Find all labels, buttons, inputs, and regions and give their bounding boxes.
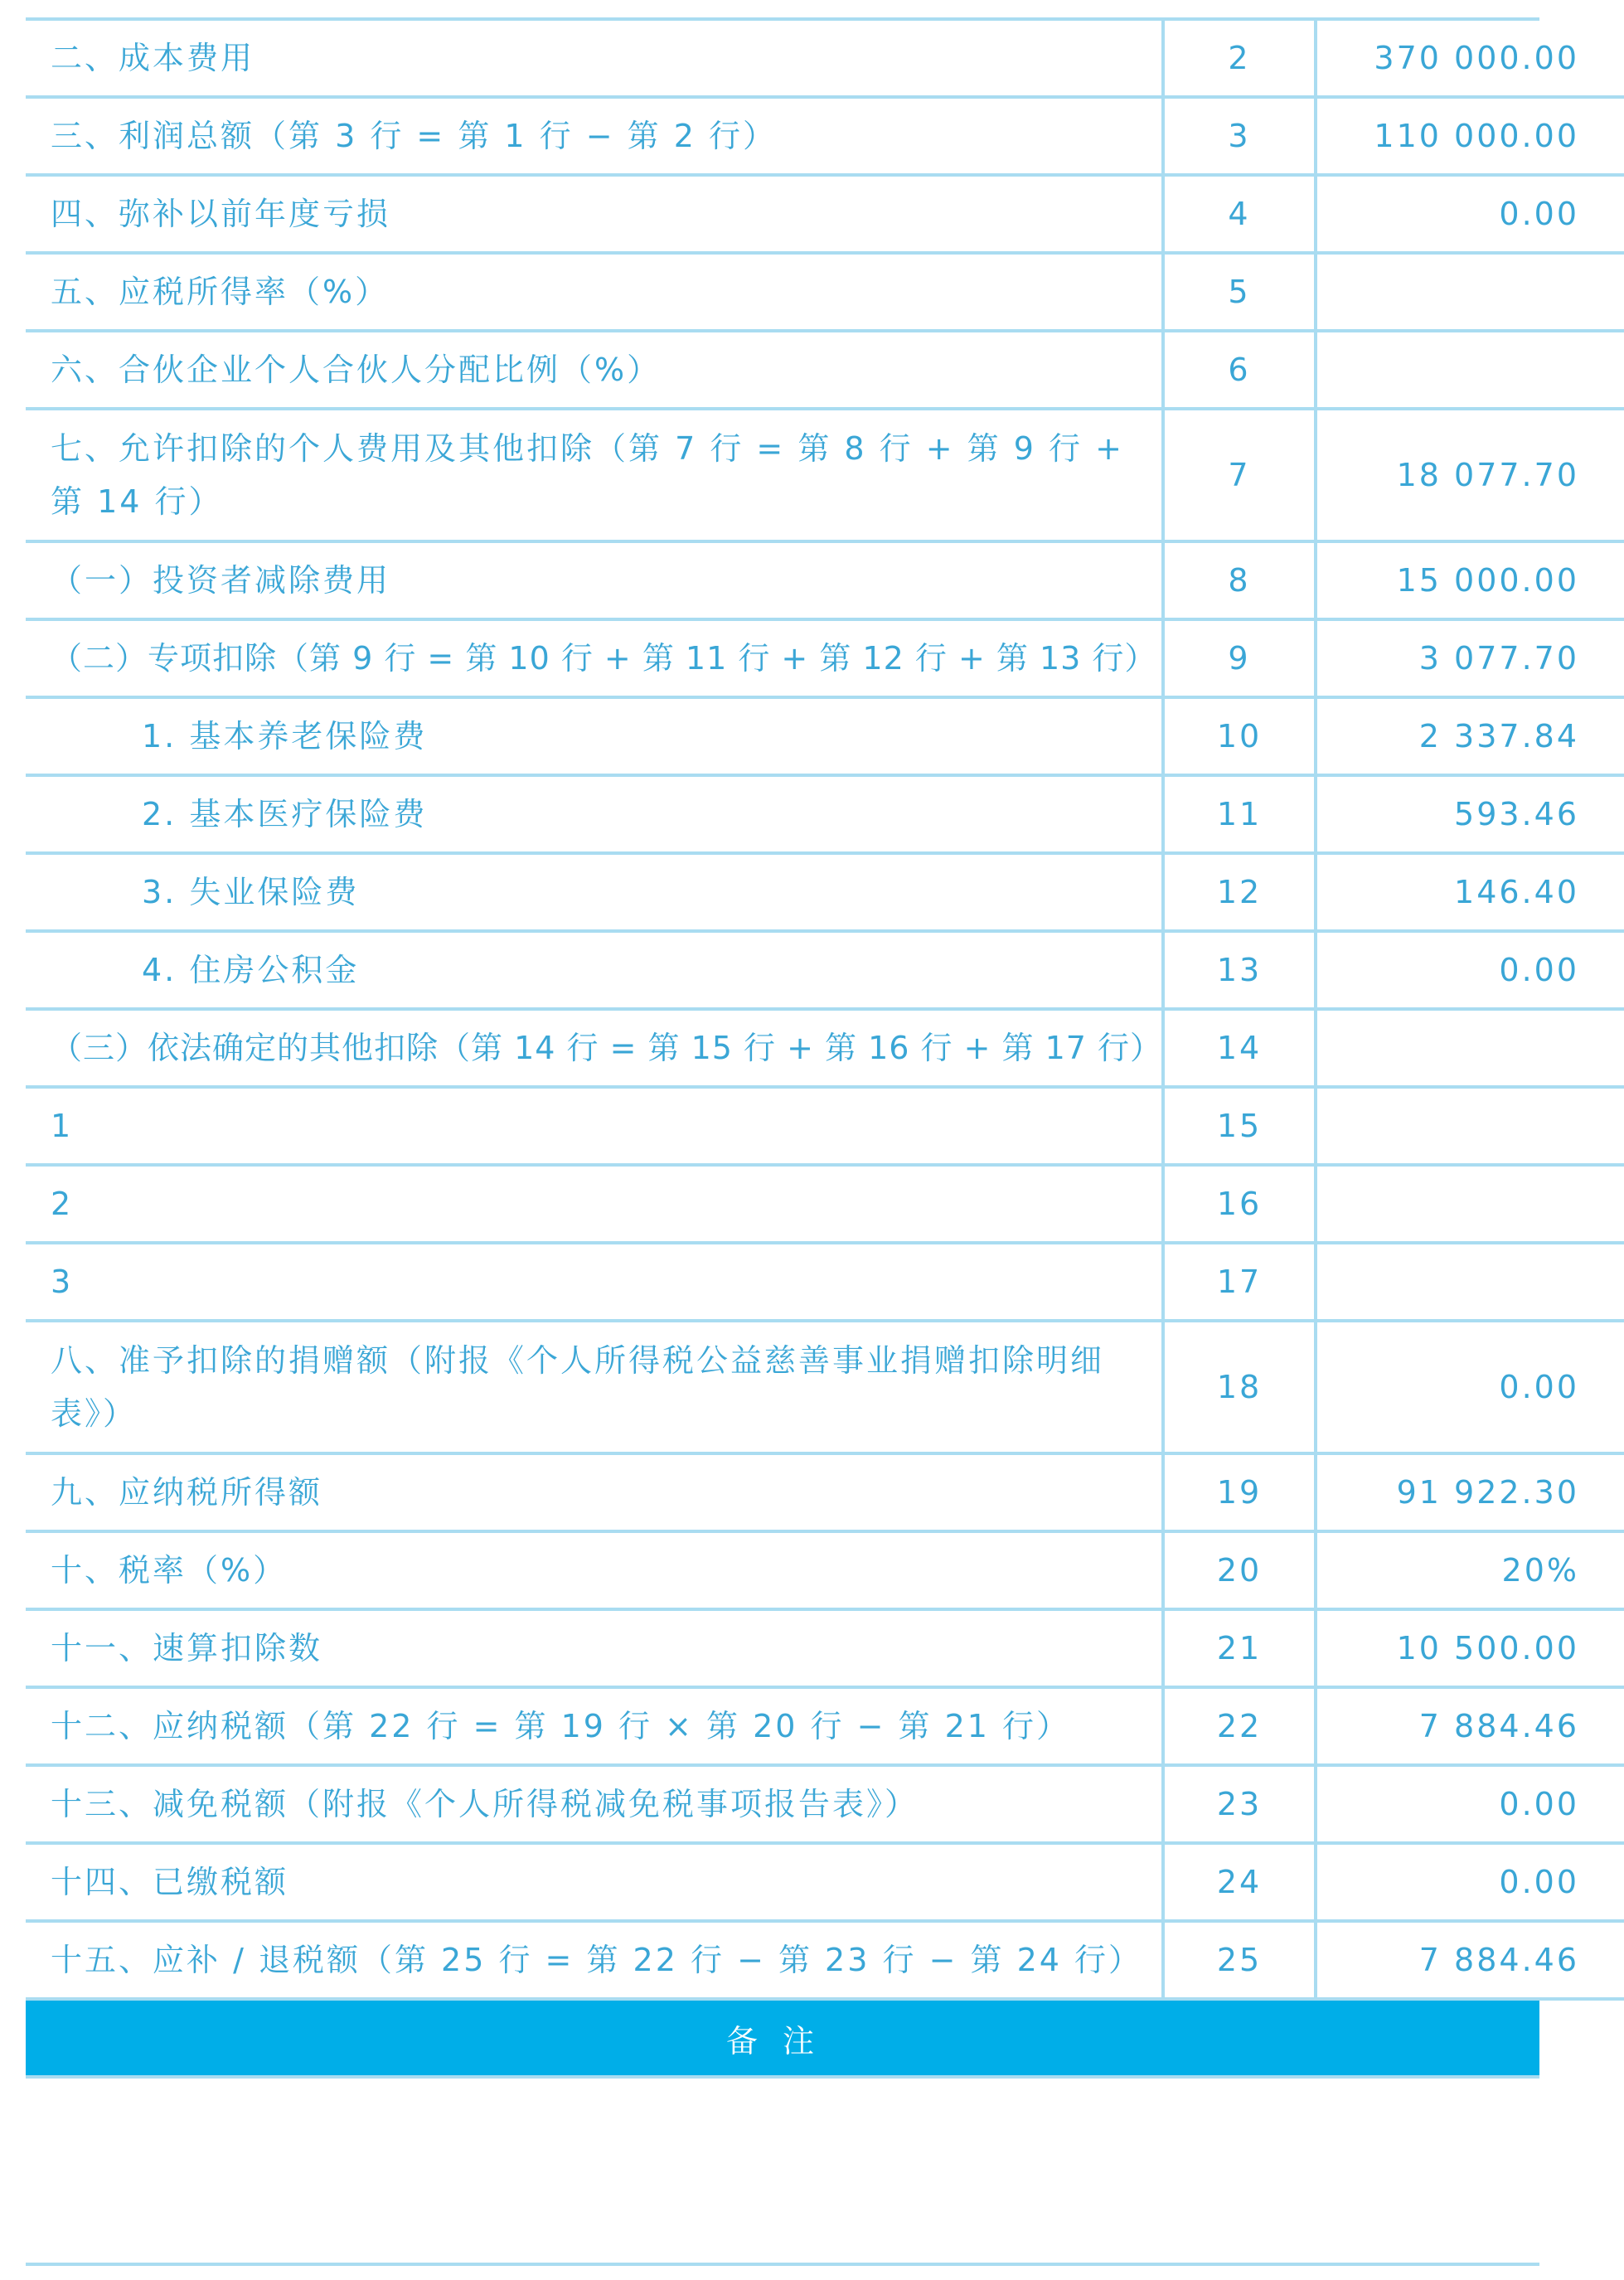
row-item: 三、利润总额（第 3 行 = 第 1 行 − 第 2 行） bbox=[26, 97, 1163, 175]
row-amount bbox=[1316, 1165, 1624, 1243]
table-row bbox=[26, 1687, 1624, 1765]
row-number: 6 bbox=[1163, 331, 1316, 409]
table-row bbox=[26, 97, 1624, 175]
row-number: 21 bbox=[1163, 1609, 1316, 1687]
row-number: 23 bbox=[1163, 1765, 1316, 1843]
table-row bbox=[26, 21, 1624, 97]
row-amount: 2 337.84 bbox=[1316, 697, 1624, 775]
bottom-rule bbox=[26, 2263, 1539, 2266]
table-row bbox=[26, 175, 1624, 253]
row-item: 十四、已缴税额 bbox=[26, 1843, 1163, 1921]
table-row bbox=[26, 253, 1624, 331]
row-amount: 3 077.70 bbox=[1316, 619, 1624, 697]
row-amount: 7 884.46 bbox=[1316, 1921, 1624, 1999]
row-number: 20 bbox=[1163, 1531, 1316, 1609]
table-row bbox=[26, 1453, 1624, 1531]
row-item: 十二、应纳税额（第 22 行 = 第 19 行 × 第 20 行 − 第 21 行） bbox=[26, 1687, 1163, 1765]
row-item: 4. 住房公积金 bbox=[26, 931, 1163, 1009]
row-item: 六、合伙企业个人合伙人分配比例（%） bbox=[26, 331, 1163, 409]
row-amount: 593.46 bbox=[1316, 775, 1624, 853]
table-row bbox=[26, 1765, 1624, 1843]
row-amount: 20% bbox=[1316, 1531, 1624, 1609]
row-item: 二、成本费用 bbox=[26, 21, 1163, 97]
table-row bbox=[26, 409, 1624, 541]
row-item: （三）依法确定的其他扣除（第 14 行 = 第 15 行 + 第 16 行 + 第 17 行） bbox=[26, 1009, 1163, 1087]
row-amount: 0.00 bbox=[1316, 175, 1624, 253]
row-item: 2 bbox=[26, 1165, 1163, 1243]
row-amount: 370 000.00 bbox=[1316, 21, 1624, 97]
table-row bbox=[26, 1243, 1624, 1321]
row-item: 3 bbox=[26, 1243, 1163, 1321]
row-amount: 146.40 bbox=[1316, 853, 1624, 931]
row-item: 2. 基本医疗保险费 bbox=[26, 775, 1163, 853]
row-amount bbox=[1316, 1009, 1624, 1087]
row-number: 5 bbox=[1163, 253, 1316, 331]
row-number: 13 bbox=[1163, 931, 1316, 1009]
row-number: 8 bbox=[1163, 541, 1316, 619]
table-row bbox=[26, 541, 1624, 619]
table-row bbox=[26, 1321, 1624, 1453]
table-row bbox=[26, 1087, 1624, 1165]
row-number: 19 bbox=[1163, 1453, 1316, 1531]
row-number: 4 bbox=[1163, 175, 1316, 253]
table-row bbox=[26, 1609, 1624, 1687]
row-number: 12 bbox=[1163, 853, 1316, 931]
row-number: 14 bbox=[1163, 1009, 1316, 1087]
row-item: （一）投资者减除费用 bbox=[26, 541, 1163, 619]
row-number: 2 bbox=[1163, 21, 1316, 97]
table-row bbox=[26, 1531, 1624, 1609]
row-item: 十五、应补 / 退税额（第 25 行 = 第 22 行 − 第 23 行 − 第 24 行） bbox=[26, 1921, 1163, 1999]
row-item: 3. 失业保险费 bbox=[26, 853, 1163, 931]
notes-label: 备注 bbox=[725, 2022, 839, 2059]
row-amount: 10 500.00 bbox=[1316, 1609, 1624, 1687]
table-row bbox=[26, 1843, 1624, 1921]
row-number: 9 bbox=[1163, 619, 1316, 697]
row-item: 十一、速算扣除数 bbox=[26, 1609, 1163, 1687]
row-number: 25 bbox=[1163, 1921, 1316, 1999]
notes-header bbox=[26, 2001, 1539, 2079]
row-item: 十三、减免税额（附报《个人所得税减免税事项报告表》） bbox=[26, 1765, 1163, 1843]
tax-return-table bbox=[26, 21, 1624, 2001]
table-row bbox=[26, 619, 1624, 697]
row-item: 七、允许扣除的个人费用及其他扣除（第 7 行 = 第 8 行 + 第 9 行 + 第 14 行） bbox=[26, 409, 1163, 541]
row-amount bbox=[1316, 1087, 1624, 1165]
row-amount: 18 077.70 bbox=[1316, 409, 1624, 541]
notes-area bbox=[26, 2079, 1539, 2263]
row-item: （二）专项扣除（第 9 行 = 第 10 行 + 第 11 行 + 第 12 行 + 第 13 行） bbox=[26, 619, 1163, 697]
row-amount: 0.00 bbox=[1316, 1843, 1624, 1921]
row-item: 四、弥补以前年度亏损 bbox=[26, 175, 1163, 253]
row-amount bbox=[1316, 253, 1624, 331]
row-amount: 0.00 bbox=[1316, 1321, 1624, 1453]
table-row bbox=[26, 931, 1624, 1009]
row-number: 17 bbox=[1163, 1243, 1316, 1321]
row-item: 五、应税所得率（%） bbox=[26, 253, 1163, 331]
table-row bbox=[26, 853, 1624, 931]
row-number: 22 bbox=[1163, 1687, 1316, 1765]
row-amount: 7 884.46 bbox=[1316, 1687, 1624, 1765]
table-row bbox=[26, 331, 1624, 409]
row-amount bbox=[1316, 1243, 1624, 1321]
row-number: 24 bbox=[1163, 1843, 1316, 1921]
table-row bbox=[26, 697, 1624, 775]
row-number: 11 bbox=[1163, 775, 1316, 853]
row-item: 十、税率（%） bbox=[26, 1531, 1163, 1609]
tax-form-page bbox=[26, 0, 1579, 2266]
row-amount bbox=[1316, 331, 1624, 409]
row-number: 16 bbox=[1163, 1165, 1316, 1243]
row-amount: 91 922.30 bbox=[1316, 1453, 1624, 1531]
row-number: 7 bbox=[1163, 409, 1316, 541]
row-number: 10 bbox=[1163, 697, 1316, 775]
table-row bbox=[26, 775, 1624, 853]
row-item: 1 bbox=[26, 1087, 1163, 1165]
row-number: 3 bbox=[1163, 97, 1316, 175]
row-item: 八、准予扣除的捐赠额（附报《个人所得税公益慈善事业捐赠扣除明细表》） bbox=[26, 1321, 1163, 1453]
table-row bbox=[26, 1165, 1624, 1243]
row-item: 九、应纳税所得额 bbox=[26, 1453, 1163, 1531]
row-amount: 15 000.00 bbox=[1316, 541, 1624, 619]
row-amount: 0.00 bbox=[1316, 931, 1624, 1009]
row-amount: 110 000.00 bbox=[1316, 97, 1624, 175]
table-row bbox=[26, 1009, 1624, 1087]
row-item: 1. 基本养老保险费 bbox=[26, 697, 1163, 775]
row-amount: 0.00 bbox=[1316, 1765, 1624, 1843]
table-row bbox=[26, 1921, 1624, 1999]
row-number: 15 bbox=[1163, 1087, 1316, 1165]
row-number: 18 bbox=[1163, 1321, 1316, 1453]
